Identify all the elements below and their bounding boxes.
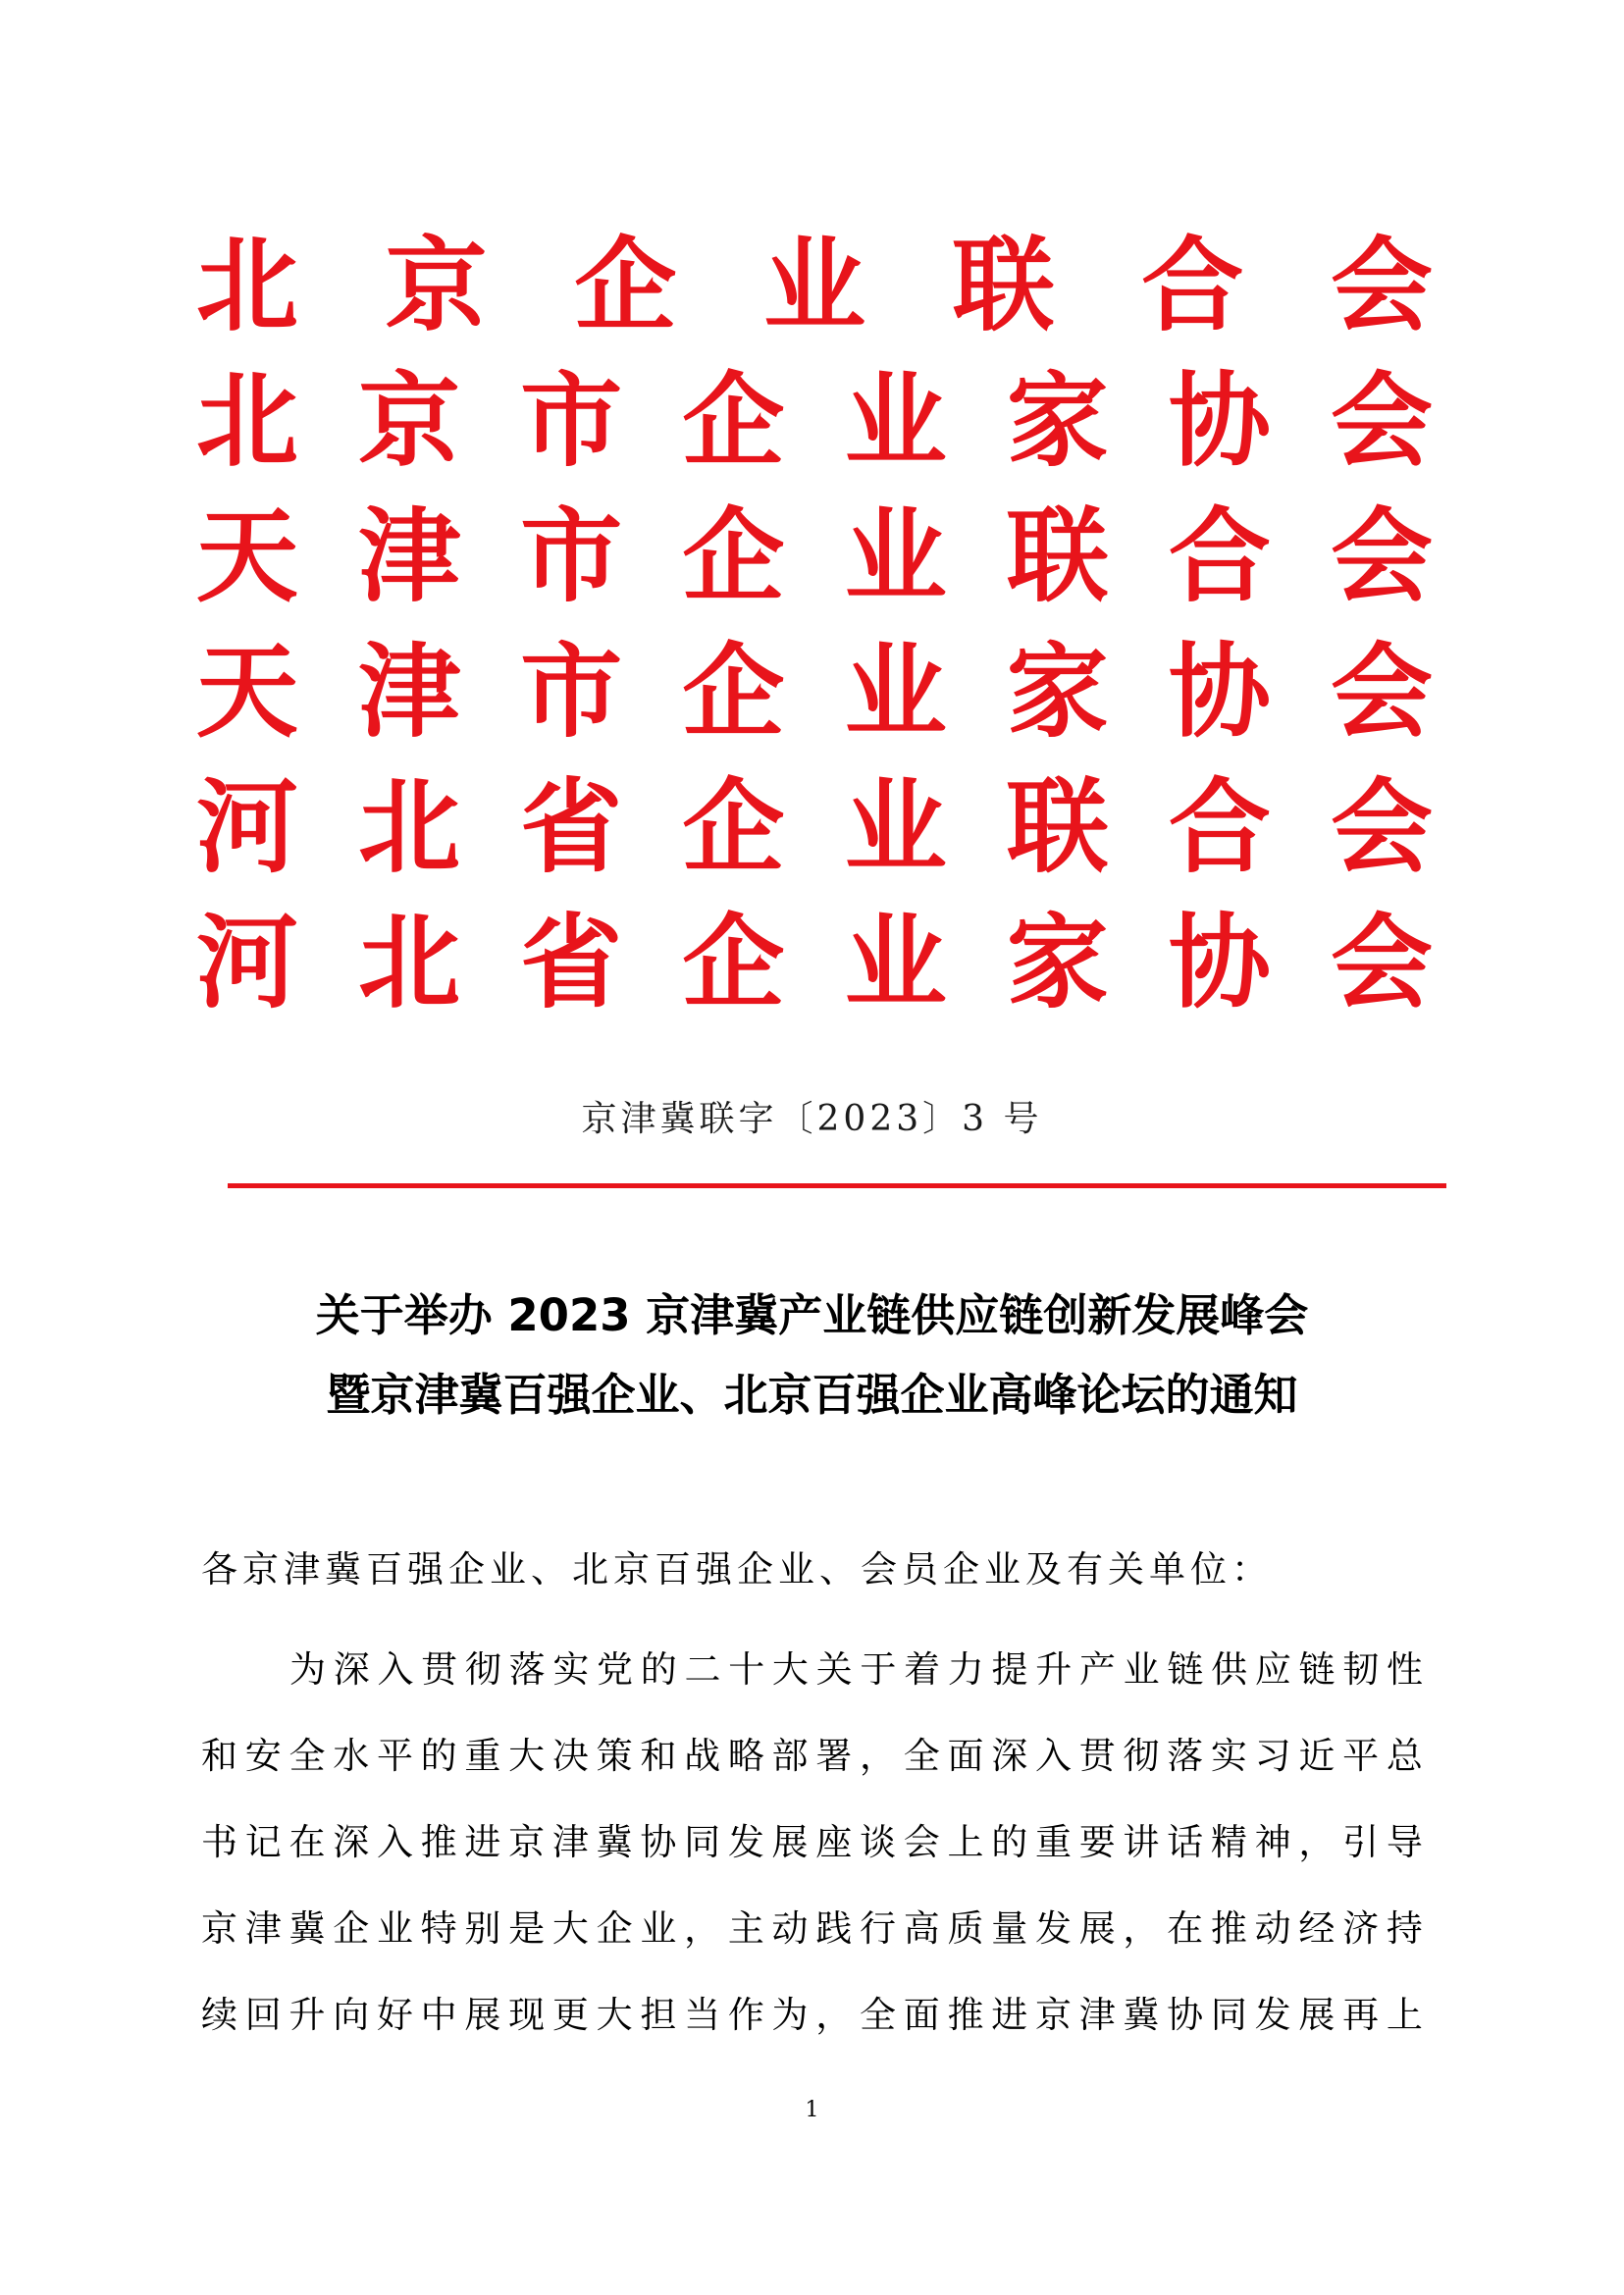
- body-char: 策: [596, 1735, 638, 1777]
- body-char: ，: [860, 1735, 902, 1777]
- document-title: [0, 1276, 1624, 1434]
- body-char: 实: [552, 1648, 595, 1691]
- body-char: 深: [333, 1648, 375, 1691]
- body-char: 大: [596, 1994, 638, 2036]
- body-char: 回: [244, 1994, 287, 2036]
- body-char: 行: [860, 1907, 902, 1950]
- body-char: 落: [508, 1648, 550, 1691]
- org-char: 协: [1168, 361, 1271, 481]
- body-char: 好: [376, 1994, 418, 2036]
- body-char: 在: [1167, 1907, 1209, 1950]
- body-char: 业: [1123, 1648, 1165, 1691]
- body-char: 动: [771, 1907, 813, 1950]
- body-char: 和: [640, 1735, 682, 1777]
- org-char: 会: [1330, 496, 1433, 616]
- org-char: 天: [196, 632, 299, 752]
- body-char: 主: [727, 1907, 769, 1950]
- document-number: 京津冀联字〔2023〕3 号: [581, 1099, 1043, 1139]
- body-char: 中: [420, 1994, 462, 2036]
- body-char: 关: [815, 1648, 858, 1691]
- body-char: 谈: [860, 1821, 902, 1863]
- body-char: 贯: [1078, 1735, 1121, 1777]
- org-char: 河: [196, 903, 299, 1022]
- body-char: 高: [903, 1907, 945, 1950]
- body-char: 冀: [596, 1821, 638, 1863]
- body-char: 署: [815, 1735, 858, 1777]
- body-char: ，: [1298, 1821, 1340, 1863]
- org-char: 家: [1006, 361, 1109, 481]
- body-char: 担: [640, 1994, 682, 2036]
- org-char: 北: [196, 361, 299, 481]
- body-char: 上: [947, 1821, 989, 1863]
- body-char: 企: [333, 1907, 375, 1950]
- title-line-2: 暨京津冀百强企业、北京百强企业高峰论坛的通知: [326, 1369, 1298, 1421]
- body-char: 作: [727, 1994, 769, 2036]
- body-char: 津: [551, 1821, 594, 1863]
- org-char: 协: [1168, 903, 1271, 1022]
- org-char: 企: [682, 903, 785, 1022]
- body-char: 京: [1034, 1994, 1076, 2036]
- body-char: 冀: [288, 1907, 331, 1950]
- body-char: 全: [903, 1735, 945, 1777]
- body-char: 济: [1342, 1907, 1385, 1950]
- org-char: 业: [844, 767, 947, 887]
- title-line-1: 关于举办 2023 京津冀产业链供应链创新发展峰会: [315, 1289, 1309, 1341]
- body-line-5: [201, 1972, 1428, 2059]
- page-number: 1: [805, 2098, 819, 2122]
- body-char: 入: [377, 1648, 419, 1691]
- org-char: 联: [1006, 767, 1109, 887]
- org-char: 市: [520, 496, 623, 616]
- body-char: 再: [1342, 1994, 1385, 2036]
- body-char: 京: [508, 1821, 550, 1863]
- org-char: 协: [1168, 632, 1271, 752]
- body-char: 发: [1254, 1994, 1296, 2036]
- body-char: 近: [1298, 1735, 1340, 1777]
- org-char: 省: [520, 767, 623, 887]
- body-char: 入: [376, 1821, 418, 1863]
- body-char: 企: [596, 1907, 638, 1950]
- org-char: 家: [1006, 632, 1109, 752]
- body-char: 动: [1254, 1907, 1296, 1950]
- org-line-2: [196, 353, 1433, 489]
- body-char: 应: [1254, 1648, 1296, 1691]
- org-char: 天: [196, 496, 299, 616]
- body-char: 产: [1078, 1648, 1121, 1691]
- body-char: 大: [771, 1648, 813, 1691]
- body-char: 是: [508, 1907, 550, 1950]
- org-char: 会: [1330, 632, 1433, 752]
- body-char: 话: [1167, 1821, 1209, 1863]
- body-char: 链: [1167, 1648, 1209, 1691]
- body-char: 书: [201, 1821, 242, 1863]
- org-char: 北: [358, 767, 461, 887]
- body-char: 引: [1342, 1821, 1385, 1863]
- body-char: 在: [288, 1821, 331, 1863]
- body-char: 神: [1254, 1821, 1296, 1863]
- body-char: ，: [815, 1994, 858, 2036]
- body-char: 决: [551, 1735, 594, 1777]
- body-char: 习: [1254, 1735, 1296, 1777]
- body-char: 贯: [421, 1648, 463, 1691]
- body-char: 升: [1035, 1648, 1077, 1691]
- body-paragraph: [201, 1627, 1428, 2059]
- body-char: 量: [991, 1907, 1033, 1950]
- body-char: 重: [1034, 1821, 1076, 1863]
- body-char: 京: [201, 1907, 242, 1950]
- body-char: 彻: [1123, 1735, 1165, 1777]
- body-char: 别: [464, 1907, 506, 1950]
- org-char: 合: [1141, 226, 1244, 345]
- org-char: 市: [520, 632, 623, 752]
- org-char: 市: [520, 361, 623, 481]
- body-char: 着: [904, 1648, 946, 1691]
- body-char: 推: [1210, 1907, 1252, 1950]
- body-char: 大: [551, 1907, 594, 1950]
- org-char: 业: [762, 226, 865, 345]
- org-line-1: [196, 218, 1433, 353]
- body-char: 推: [947, 1994, 989, 2036]
- body-char: 入: [1034, 1735, 1076, 1777]
- org-char: 业: [844, 361, 947, 481]
- body-char: 同: [684, 1821, 726, 1863]
- org-char: 企: [682, 496, 785, 616]
- body-char: 进: [991, 1994, 1033, 2036]
- body-line-1: [201, 1627, 1428, 1713]
- body-char: 要: [1078, 1821, 1121, 1863]
- body-char: 面: [947, 1735, 989, 1777]
- body-char: 向: [333, 1994, 375, 2036]
- body-char: 升: [288, 1994, 331, 2036]
- body-char: 导: [1386, 1821, 1428, 1863]
- body-char: 大: [508, 1735, 550, 1777]
- org-char: 企: [574, 226, 677, 345]
- org-char: 会: [1330, 226, 1433, 345]
- body-char: 面: [903, 1994, 945, 2036]
- body-char: 持: [1386, 1907, 1428, 1950]
- body-char: 展: [1298, 1994, 1340, 2036]
- org-char: 会: [1330, 903, 1433, 1022]
- org-char: 津: [358, 496, 461, 616]
- issuing-organizations: [196, 218, 1433, 1030]
- org-char: 联: [952, 226, 1055, 345]
- body-char: 全: [860, 1994, 902, 2036]
- body-char: 战: [684, 1735, 726, 1777]
- org-char: 业: [844, 903, 947, 1022]
- body-char: 践: [815, 1907, 858, 1950]
- org-char: 会: [1330, 767, 1433, 887]
- body-char: 更: [551, 1994, 594, 2036]
- body-char: 安: [244, 1735, 287, 1777]
- org-char: 津: [358, 632, 461, 752]
- body-char: 当: [684, 1994, 726, 2036]
- body-char: 性: [1386, 1648, 1428, 1691]
- body-char: 水: [333, 1735, 375, 1777]
- body-char: 二: [684, 1648, 726, 1691]
- org-char: 京: [385, 226, 488, 345]
- body-char: 重: [464, 1735, 506, 1777]
- body-char: ，: [1123, 1907, 1165, 1950]
- body-char: 经: [1298, 1907, 1340, 1950]
- body-char: 深: [991, 1735, 1033, 1777]
- org-char: 企: [682, 767, 785, 887]
- org-char: 省: [520, 903, 623, 1022]
- body-char: 力: [947, 1648, 989, 1691]
- body-char: 为: [771, 1994, 813, 2036]
- body-char: 总: [1386, 1735, 1428, 1777]
- salutation: 各京津冀百强企业、北京百强企业、会员企业及有关单位：: [201, 1548, 1273, 1591]
- body-char: 津: [244, 1907, 287, 1950]
- org-char: 北: [358, 903, 461, 1022]
- body-char: 精: [1210, 1821, 1252, 1863]
- org-char: 合: [1168, 496, 1271, 616]
- body-char: 十: [728, 1648, 770, 1691]
- body-char: 现: [508, 1994, 550, 2036]
- body-char: 平: [1342, 1735, 1385, 1777]
- body-line-4: [201, 1886, 1428, 1972]
- body-char: 续: [201, 1994, 242, 2036]
- org-line-6: [196, 895, 1433, 1030]
- body-char: 特: [420, 1907, 462, 1950]
- body-char: 供: [1211, 1648, 1253, 1691]
- org-line-3: [196, 489, 1433, 624]
- body-char: 的: [991, 1821, 1033, 1863]
- body-char: 会: [903, 1821, 945, 1863]
- org-char: 企: [682, 632, 785, 752]
- body-char: 部: [771, 1735, 813, 1777]
- body-char: 进: [464, 1821, 506, 1863]
- body-char: 的: [640, 1648, 682, 1691]
- body-char: 深: [333, 1821, 375, 1863]
- body-char: 上: [1386, 1994, 1428, 2036]
- body-char: 展: [1078, 1907, 1121, 1950]
- body-char: 和: [201, 1735, 242, 1777]
- body-char: 推: [420, 1821, 462, 1863]
- body-line-2: [201, 1713, 1428, 1799]
- body-char: 党: [597, 1648, 639, 1691]
- body-line-3: [201, 1799, 1428, 1886]
- body-char: 质: [947, 1907, 989, 1950]
- body-char: 协: [640, 1821, 682, 1863]
- body-char: 的: [420, 1735, 462, 1777]
- body-char: 展: [464, 1994, 506, 2036]
- body-char: 链: [1298, 1648, 1340, 1691]
- body-char: 为: [289, 1648, 331, 1691]
- body-char: 略: [727, 1735, 769, 1777]
- body-char: 冀: [1123, 1994, 1165, 2036]
- body-char: 座: [815, 1821, 858, 1863]
- body-char: 全: [288, 1735, 331, 1777]
- body-char: 协: [1167, 1994, 1209, 2036]
- body-char: 业: [640, 1907, 682, 1950]
- org-char: 联: [1006, 496, 1109, 616]
- body-char: 落: [1167, 1735, 1209, 1777]
- body-char: 津: [1078, 1994, 1121, 2036]
- org-char: 企: [682, 361, 785, 481]
- body-char: 发: [727, 1821, 769, 1863]
- org-char: 京: [358, 361, 461, 481]
- body-char: ，: [684, 1907, 726, 1950]
- body-char: 提: [991, 1648, 1033, 1691]
- org-char: 业: [844, 496, 947, 616]
- org-line-5: [196, 759, 1433, 895]
- org-char: 合: [1168, 767, 1271, 887]
- body-char: 记: [244, 1821, 287, 1863]
- body-char: 发: [1034, 1907, 1076, 1950]
- body-char: 展: [771, 1821, 813, 1863]
- body-char: 韧: [1342, 1648, 1385, 1691]
- org-char: 会: [1330, 361, 1433, 481]
- body-char: 平: [376, 1735, 418, 1777]
- body-char: 同: [1210, 1994, 1252, 2036]
- red-separator-line: [228, 1183, 1446, 1188]
- org-char: 业: [844, 632, 947, 752]
- org-char: 河: [196, 767, 299, 887]
- body-char: 业: [376, 1907, 418, 1950]
- body-char: 实: [1210, 1735, 1252, 1777]
- org-char: 北: [196, 226, 299, 345]
- body-char: 彻: [464, 1648, 506, 1691]
- body-char: 讲: [1123, 1821, 1165, 1863]
- body-char: 于: [860, 1648, 902, 1691]
- org-line-4: [196, 624, 1433, 759]
- org-char: 家: [1006, 903, 1109, 1022]
